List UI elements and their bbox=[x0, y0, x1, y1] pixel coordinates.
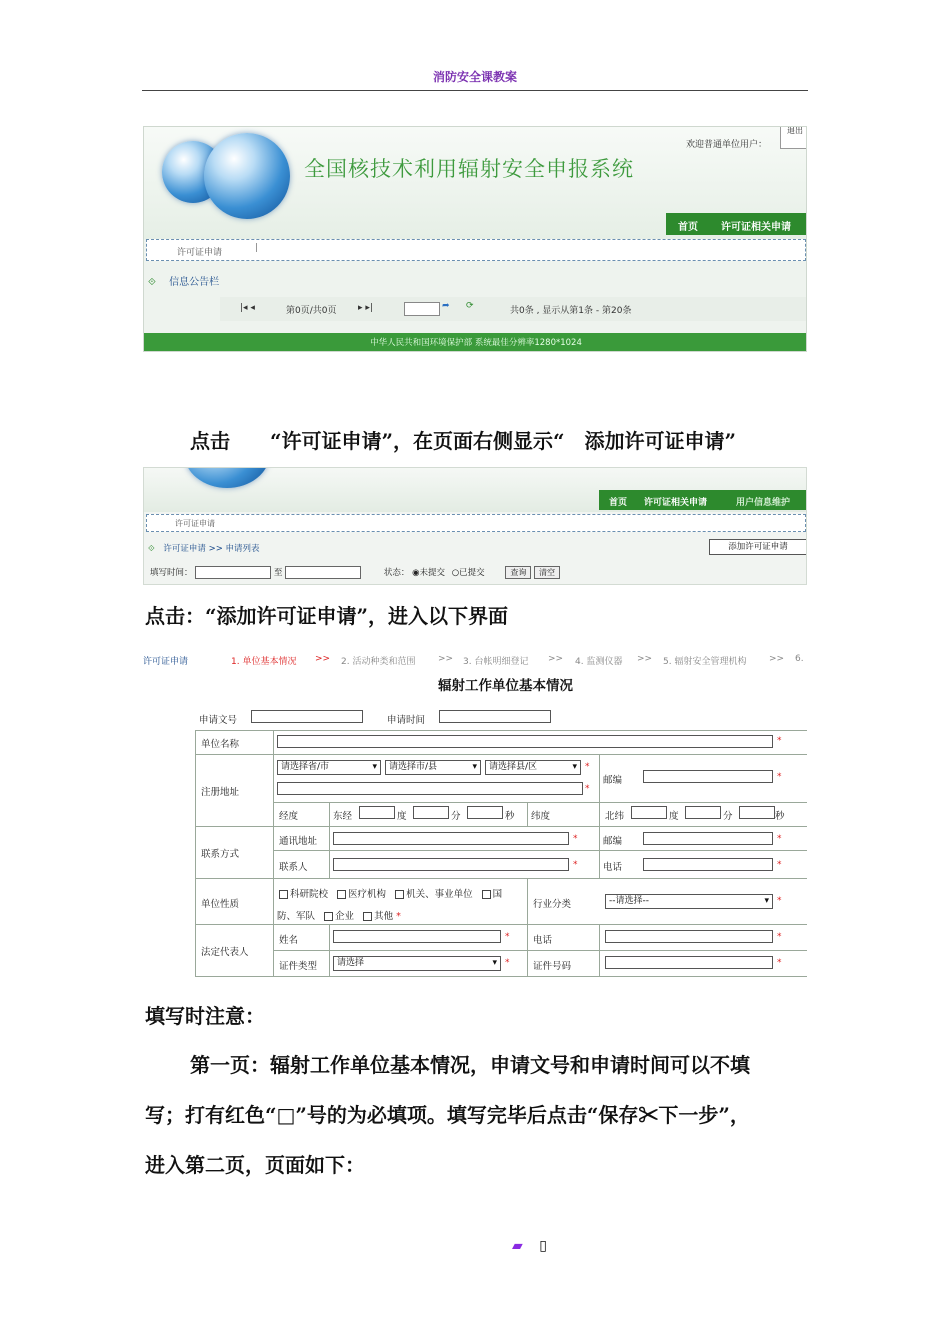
contact-person-label: 联系人 bbox=[279, 862, 308, 873]
longitude-label: 经度 bbox=[279, 811, 299, 822]
tab-strip bbox=[146, 514, 806, 532]
name-label: 姓名 bbox=[279, 935, 299, 946]
grid-line bbox=[195, 878, 807, 879]
grid-line bbox=[195, 730, 196, 976]
paragraph-2: 点击：“添加许可证申请”，进入以下界面 bbox=[145, 604, 509, 628]
tab-license-apply[interactable]: 许可证申请 bbox=[175, 519, 215, 528]
refresh-icon[interactable]: ⟳ bbox=[466, 301, 474, 311]
step-sep: >> bbox=[637, 654, 653, 664]
apply-no-input[interactable] bbox=[251, 710, 363, 723]
step-sep: >> bbox=[548, 654, 564, 664]
page-input[interactable] bbox=[404, 302, 440, 316]
north-label: 北纬 bbox=[605, 811, 625, 822]
book-icon: ▰ bbox=[512, 1238, 523, 1254]
step-sep: >> bbox=[769, 654, 785, 664]
nature-checkboxes-line2: 防、军队 企业 其他 * bbox=[277, 911, 401, 922]
contact-person-input[interactable] bbox=[333, 858, 569, 871]
required-mark: * bbox=[585, 784, 590, 794]
required-mark: * bbox=[777, 932, 782, 942]
id-no-input[interactable] bbox=[605, 956, 773, 969]
city-select[interactable]: 请选择市/县 ▾ bbox=[385, 760, 481, 775]
first-page-icon[interactable]: |◂ ◂ bbox=[240, 303, 255, 313]
status-label: 状态： bbox=[383, 568, 410, 578]
required-mark: * bbox=[585, 762, 590, 772]
required-mark: * bbox=[777, 834, 782, 844]
steps-head: 许可证申请 bbox=[143, 657, 189, 667]
nav-home[interactable]: 首页 bbox=[678, 222, 698, 233]
tab-strip: 许可证申请 | bbox=[146, 239, 806, 261]
checkbox[interactable] bbox=[363, 912, 372, 921]
checkbox-label: 科研院校 bbox=[290, 889, 329, 900]
nature-checkboxes bbox=[279, 886, 502, 900]
sec-label: 秒 bbox=[505, 811, 515, 822]
grid-line bbox=[527, 802, 528, 826]
grid-line bbox=[195, 924, 807, 925]
unit-name-label: 单位名称 bbox=[201, 739, 240, 750]
reg-addr-label: 注册地址 bbox=[201, 787, 240, 798]
step-sep: >> bbox=[438, 654, 454, 664]
checkbox[interactable] bbox=[324, 912, 333, 921]
province-select[interactable]: 请选择省/市 ▾ bbox=[277, 760, 381, 775]
form-title: 辐射工作单位基本情况 bbox=[438, 678, 573, 694]
radio-submitted[interactable]: ○ bbox=[451, 568, 460, 578]
screenshot-license-list bbox=[143, 467, 807, 585]
grid-line bbox=[195, 826, 807, 827]
required-mark: * bbox=[573, 834, 578, 844]
add-license-button[interactable]: 添加许可证申请 bbox=[709, 539, 807, 555]
step-5[interactable]: 5. 辐射安全管理机构 bbox=[663, 657, 747, 667]
latitude-label: 纬度 bbox=[531, 811, 551, 822]
checkbox-label: 医疗机构 bbox=[348, 889, 387, 900]
required-mark: * bbox=[777, 772, 782, 782]
checkbox[interactable] bbox=[482, 890, 491, 899]
checkbox-label: 防、军队 bbox=[277, 911, 316, 922]
lon-min-input[interactable] bbox=[413, 806, 449, 819]
sec-label: 秒 bbox=[775, 811, 785, 822]
tab-license-apply[interactable]: 许可证申请 bbox=[177, 248, 223, 258]
nav-license[interactable]: 许可证相关申请 bbox=[721, 222, 791, 233]
deg-label: 度 bbox=[669, 811, 679, 822]
required-mark: * bbox=[777, 860, 782, 870]
grid-line bbox=[195, 730, 807, 731]
tel-label: 电话 bbox=[533, 935, 553, 946]
nav-user-info[interactable]: 用户信息维护 bbox=[736, 498, 791, 508]
step-6[interactable]: 6. bbox=[795, 654, 804, 664]
required-mark: * bbox=[505, 958, 510, 968]
deg-label: 度 bbox=[397, 811, 407, 822]
page-header: 消防安全课教案 bbox=[432, 70, 517, 84]
checkbox[interactable] bbox=[395, 890, 404, 899]
clear-button[interactable]: 清空 bbox=[534, 566, 560, 579]
apply-time-input[interactable] bbox=[439, 710, 551, 723]
phone-label: 电话 bbox=[603, 862, 623, 873]
phone-input[interactable] bbox=[643, 858, 773, 871]
postcode-label: 邮编 bbox=[603, 775, 623, 786]
postcode-input[interactable] bbox=[643, 770, 773, 783]
main-nav bbox=[666, 213, 807, 235]
screenshot-basic-info-form bbox=[143, 648, 807, 978]
checkbox-label: 国 bbox=[492, 889, 503, 900]
industry-select[interactable]: --请选择-- ▾ bbox=[605, 894, 773, 909]
date-to-input[interactable] bbox=[285, 566, 361, 579]
tag-icon: ⟐ bbox=[148, 544, 155, 554]
required-mark: * bbox=[505, 932, 510, 942]
min-label: 分 bbox=[723, 811, 733, 822]
address-input[interactable] bbox=[277, 782, 583, 795]
info-board-label: 信息公告栏 bbox=[169, 277, 220, 288]
lon-deg-input[interactable] bbox=[359, 806, 395, 819]
postcode2-input[interactable] bbox=[643, 832, 773, 845]
postcode2-label: 邮编 bbox=[603, 836, 623, 847]
checkbox-label: 其他 bbox=[374, 911, 394, 922]
paragraph-1: 点击 “许可证申请”，在页面右侧显示“ 添加许可证申请” bbox=[190, 429, 737, 453]
mail-addr-label: 通讯地址 bbox=[279, 836, 318, 847]
pager-summary: 共0条 , 显示从第1条 - 第20条 bbox=[510, 306, 632, 316]
grid-line bbox=[273, 802, 807, 803]
required-mark: * bbox=[777, 896, 782, 906]
step-4[interactable]: 4. 监测仪器 bbox=[575, 657, 623, 667]
go-icon[interactable]: ➦ bbox=[442, 301, 450, 311]
lat-sec-input[interactable] bbox=[739, 806, 775, 819]
step-1[interactable]: 1. 单位基本情况 bbox=[231, 657, 297, 667]
apply-no-label: 申请文号 bbox=[199, 715, 238, 726]
radio-unsubmitted-label: 未提交 bbox=[419, 568, 445, 578]
breadcrumb-text: 许可证申请 >> 申请列表 bbox=[163, 544, 260, 554]
step-3[interactable]: 3. 台帐明细登记 bbox=[463, 657, 529, 667]
filter-row bbox=[150, 566, 560, 579]
step-sep: >> bbox=[315, 654, 331, 664]
apply-time-label: 申请时间 bbox=[387, 715, 426, 726]
globe-logo-icon bbox=[204, 133, 290, 219]
grid-line bbox=[195, 754, 807, 755]
checkbox-label: 企业 bbox=[335, 911, 355, 922]
min-label: 分 bbox=[451, 811, 461, 822]
footer: 中华人民共和国环境保护部 系统最佳分辨率1280*1024 bbox=[144, 333, 807, 352]
to-label: 至 bbox=[273, 568, 283, 578]
query-button[interactable]: 查询 bbox=[505, 566, 531, 579]
fill-time-label: 填写时间： bbox=[150, 568, 193, 578]
radio-unsubmitted[interactable]: ◉ bbox=[412, 568, 420, 578]
grid-line bbox=[599, 924, 600, 976]
step-bar bbox=[143, 652, 807, 670]
radio-submitted-label: 已提交 bbox=[459, 568, 485, 578]
lat-min-input[interactable] bbox=[685, 806, 721, 819]
exit-button[interactable]: 退出 bbox=[780, 126, 807, 149]
screenshot-system-home bbox=[143, 126, 807, 352]
rep-name-input[interactable] bbox=[333, 930, 501, 943]
notes-title: 填写时注意： bbox=[145, 1004, 265, 1028]
header-divider bbox=[142, 90, 808, 91]
last-page-icon[interactable]: ▸ ▸| bbox=[358, 303, 373, 313]
required-mark: * bbox=[573, 860, 578, 870]
district-select[interactable]: 请选择县/区 ▾ bbox=[485, 760, 581, 775]
page-footer-icons bbox=[512, 1238, 547, 1254]
id-no-label: 证件号码 bbox=[533, 961, 572, 972]
unit-name-input[interactable] bbox=[277, 735, 773, 748]
grid-line bbox=[329, 802, 330, 878]
grid-line bbox=[273, 850, 807, 851]
industry-label: 行业分类 bbox=[533, 899, 572, 910]
main-nav bbox=[599, 490, 807, 510]
grid-line bbox=[195, 976, 807, 977]
welcome-text: 欢迎普通单位用户： bbox=[686, 140, 768, 150]
unit-nature-label: 单位性质 bbox=[201, 899, 240, 910]
system-title: 全国核技术利用辐射安全申报系统 bbox=[304, 157, 634, 181]
page-info: 第0页/共0页 bbox=[286, 306, 337, 316]
grid-line bbox=[527, 878, 528, 976]
grid-line bbox=[273, 730, 274, 976]
nav-license[interactable]: 许可证相关申请 bbox=[644, 498, 708, 508]
required-mark: * bbox=[777, 736, 782, 746]
step-2[interactable]: 2. 活动种类和范围 bbox=[341, 657, 416, 667]
legal-rep-label: 法定代表人 bbox=[201, 947, 249, 958]
note-paragraph-3: 进入第二页，页面如下： bbox=[145, 1153, 365, 1177]
checkbox[interactable] bbox=[337, 890, 346, 899]
contact-label: 联系方式 bbox=[201, 849, 240, 860]
tag-icon: ⟐ bbox=[148, 277, 156, 288]
grid-line bbox=[329, 924, 330, 976]
required-mark: * bbox=[777, 958, 782, 968]
note-paragraph-1: 第一页：辐射工作单位基本情况，申请文号和申请时间可以不填 bbox=[190, 1053, 750, 1077]
mail-addr-input[interactable] bbox=[333, 832, 569, 845]
lat-deg-input[interactable] bbox=[631, 806, 667, 819]
rep-tel-input[interactable] bbox=[605, 930, 773, 943]
lon-sec-input[interactable] bbox=[467, 806, 503, 819]
id-type-label: 证件类型 bbox=[279, 961, 318, 972]
nav-home[interactable]: 首页 bbox=[609, 498, 628, 508]
east-label: 东经 bbox=[333, 811, 353, 822]
note-paragraph-2: 写；打有红色“□”号的为必填项。填写完毕后点击“保存✂下一步”， bbox=[145, 1103, 750, 1127]
pager bbox=[220, 297, 806, 321]
grid-line bbox=[273, 950, 807, 951]
breadcrumb bbox=[148, 542, 260, 554]
date-from-input[interactable] bbox=[195, 566, 271, 579]
clipboard-icon: ▯ bbox=[539, 1238, 547, 1254]
checkbox[interactable] bbox=[279, 890, 288, 899]
checkbox-label: 机关、事业单位 bbox=[406, 889, 473, 900]
grid-line bbox=[599, 754, 600, 878]
info-board[interactable] bbox=[148, 273, 219, 288]
id-type-select[interactable]: 请选择 ▾ bbox=[333, 956, 501, 971]
